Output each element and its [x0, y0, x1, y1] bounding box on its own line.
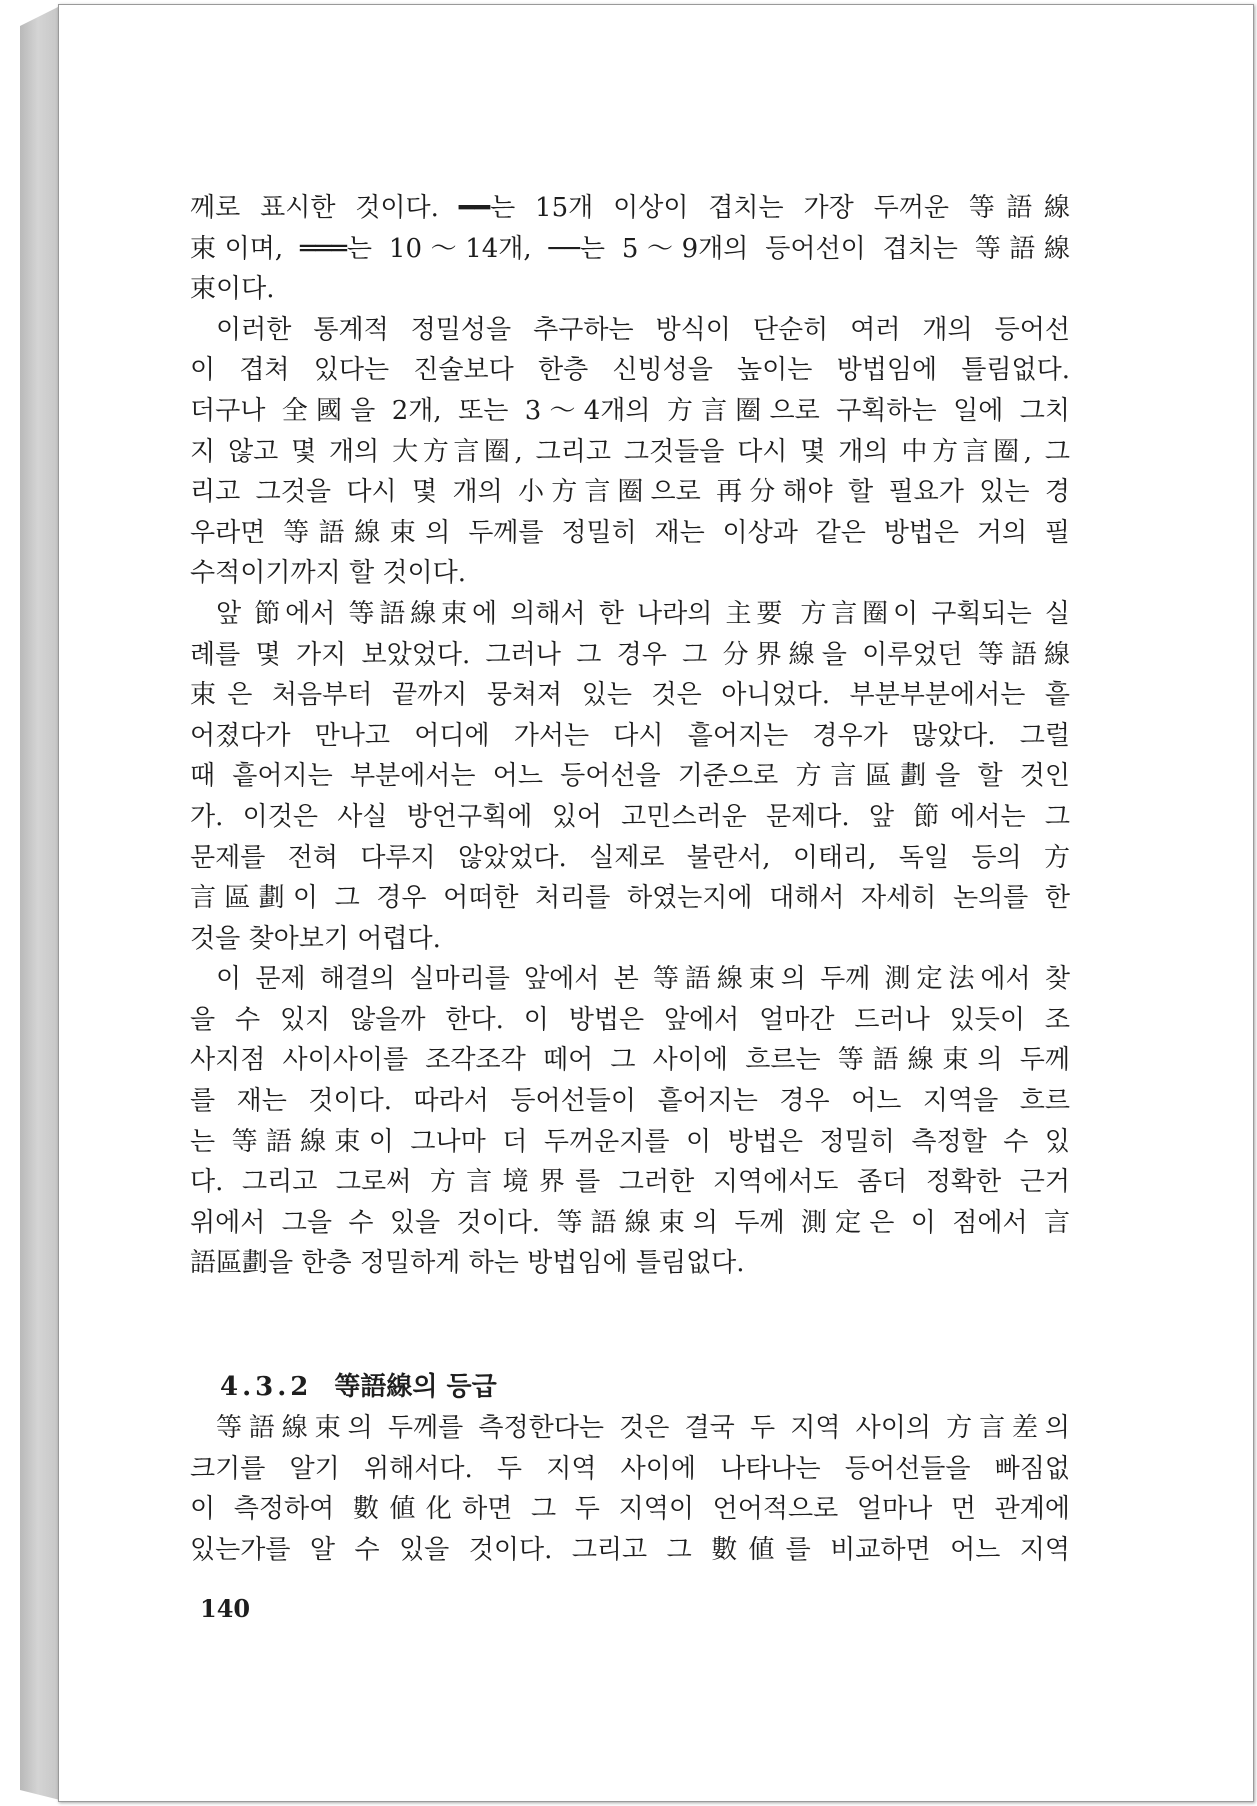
text-line: 례를 몇 가지 보았었다. 그러나 그 경우 그 分界線을 이루었던 等語線 — [190, 639, 1070, 670]
text-line: 等語線束의 두께를 측정한다는 것은 결국 두 지역 사이의 方言差의 — [216, 1413, 1070, 1444]
text-line: 을 수 있지 않을까 한다. 이 방법은 앞에서 얼마간 드러나 있듯이 조 — [190, 1004, 1070, 1035]
text-line: 束이며, ═══는 10～14개, ──는 5～9개의 등어선이 겹치는 等語線 — [190, 233, 1070, 264]
section-title: 等語線의 등급 — [334, 1372, 497, 1403]
text-line: 이러한 통계적 정밀성을 추구하는 방식이 단순히 여러 개의 등어선 — [216, 314, 1070, 345]
text-line: 語區劃을 한층 정밀하게 하는 방법임에 틀림없다. — [190, 1248, 745, 1279]
text-line: 지 않고 몇 개의 大方言圈, 그리고 그것들을 다시 몇 개의 中方言圈, 그 — [190, 436, 1070, 467]
text-line: 言區劃이 그 경우 어떠한 처리를 하였는지에 대해서 자세히 논의를 한 — [190, 883, 1070, 914]
text-line: 문제를 전혀 다루지 않았었다. 실제로 불란서, 이태리, 독일 등의 方 — [190, 842, 1070, 873]
text-line: 크기를 알기 위해서다. 두 지역 사이에 나타나는 등어선들을 빠짐없 — [190, 1453, 1070, 1484]
text-line: 더구나 全國을 2개, 또는 3～4개의 方言圈으로 구획하는 일에 그치 — [190, 395, 1070, 426]
section-number: 4.3.2 — [220, 1372, 313, 1403]
text-line: 는 等語線束이 그나마 더 두꺼운지를 이 방법은 정밀히 측정할 수 있 — [190, 1126, 1070, 1157]
text-line: 어졌다가 만나고 어디에 가서는 다시 흩어지는 경우가 많았다. 그럴 — [190, 720, 1070, 751]
text-line: 있는가를 알 수 있을 것이다. 그리고 그 數値를 비교하면 어느 지역 — [190, 1534, 1070, 1565]
text-line: 이 겹쳐 있다는 진술보다 한층 신빙성을 높이는 방법임에 틀림없다. — [190, 355, 1070, 386]
text-line: 앞 節에서 等語線束에 의해서 한 나라의 主要 方言圈이 구획되는 실 — [216, 598, 1070, 629]
page-number: 140 — [200, 1594, 251, 1623]
text-line: 이 측정하여 數値化하면 그 두 지역이 언어적으로 얼마나 먼 관계에 — [190, 1494, 1070, 1525]
text-line: 우라면 等語線束의 두께를 정밀히 재는 이상과 같은 방법은 거의 필 — [190, 517, 1070, 548]
text-line: 리고 그것을 다시 몇 개의 小方言圈으로 再分해야 할 필요가 있는 경 — [190, 477, 1070, 508]
section-heading — [190, 1366, 1070, 1408]
page-text — [190, 188, 1070, 1570]
book-spine — [20, 6, 60, 1800]
text-line: 束은 처음부터 끝까지 뭉쳐져 있는 것은 아니었다. 부분부분에서는 흩 — [190, 680, 1070, 711]
text-line: 께로 표시한 것이다. ━━는 15개 이상이 겹치는 가장 두꺼운 等語線 — [190, 193, 1070, 223]
text-line: 위에서 그을 수 있을 것이다. 等語線束의 두께 測定은 이 점에서 言 — [190, 1207, 1070, 1238]
text-line: 것을 찾아보기 어렵다. — [190, 923, 441, 954]
text-line: 때 흩어지는 부분에서는 어느 등어선을 기준으로 方言區劃을 할 것인 — [190, 761, 1070, 792]
section-spacer — [190, 1284, 1070, 1366]
text-line: 사지점 사이사이를 조각조각 떼어 그 사이에 흐르는 等語線束의 두께 — [190, 1045, 1070, 1076]
text-line: 를 재는 것이다. 따라서 등어선들이 흩어지는 경우 어느 지역을 흐르 — [190, 1086, 1070, 1117]
text-line: 수적이기까지 할 것이다. — [190, 558, 466, 589]
text-line: 束이다. — [190, 274, 275, 305]
text-line: 다. 그리고 그로써 方言境界를 그러한 지역에서도 좀더 정확한 근거 — [190, 1167, 1070, 1198]
text-line: 가. 이것은 사실 방언구획에 있어 고민스러운 문제다. 앞 節에서는 그 — [190, 801, 1070, 832]
text-line: 이 문제 해결의 실마리를 앞에서 본 等語線束의 두께 測定法에서 찾 — [216, 964, 1070, 995]
